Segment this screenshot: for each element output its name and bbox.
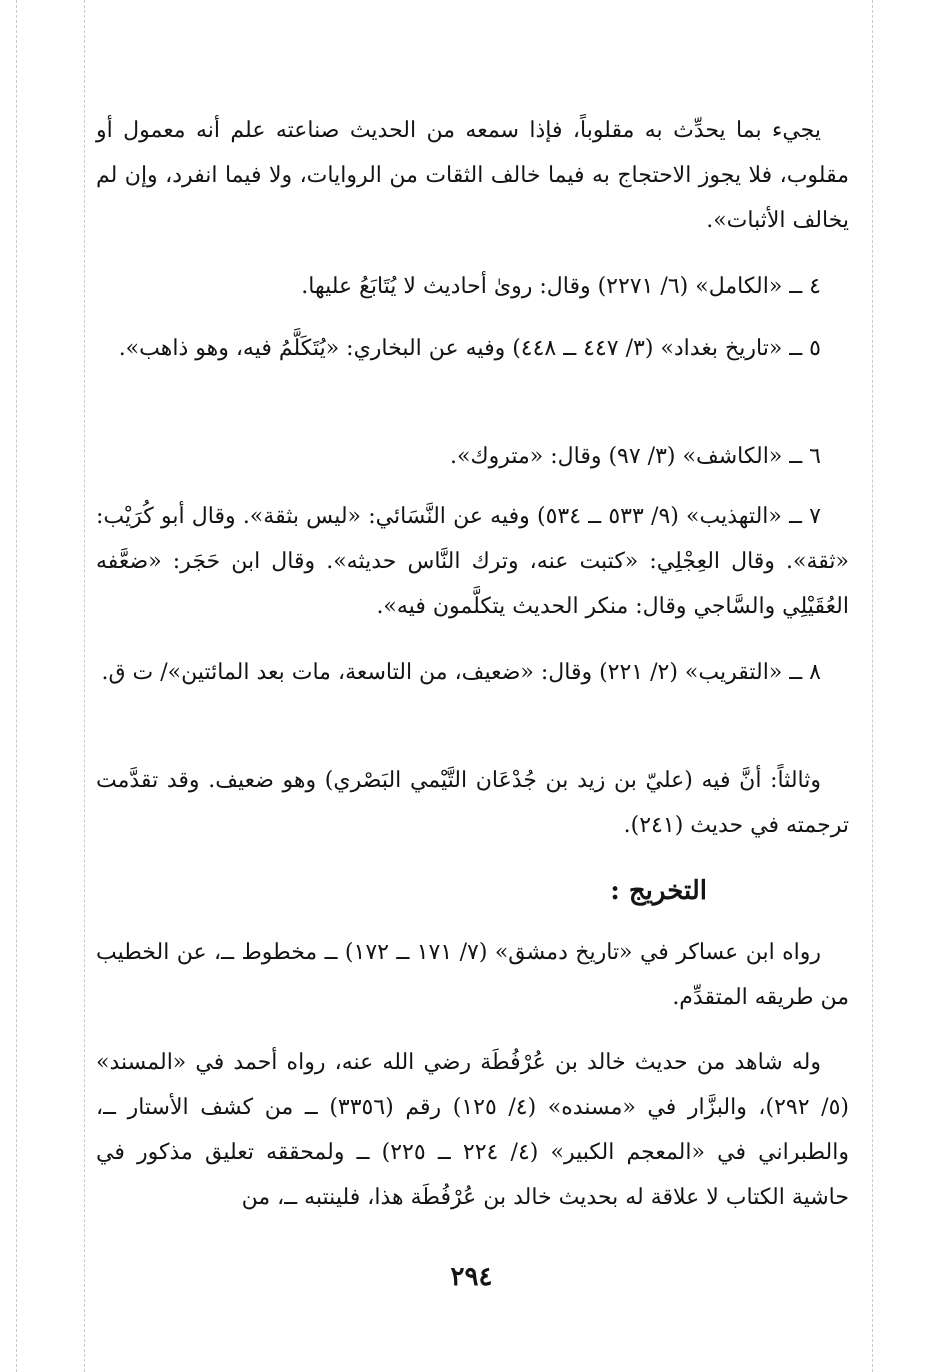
- paragraph-ref-6: ٦ ــ «الكاشف» (٣/ ٩٧) وقال: «متروك».: [450, 444, 821, 469]
- paragraph-witness: وله شاهد من حديث خالد بن عُرْفُطَة رضي الله عنه، رواه أحمد في «المسند» (٥/ ٢٩٢)، والبزَّار في «مسنده» (٤/ ١٢٥) رقم (٣٣٥٦) ــ من كشف الأستار ــ، والطبراني في «المعجم الكبير» (٤/ ٢٢٤ ــ ٢٢٥) ــ ولمحققه تعليق مذكور في حاشية الكتاب لا علاقة له بحديث خالد بن عُرْفُطَة هذا، فلينتبه ــ، من: [96, 1050, 849, 1210]
- section-heading-takhrij: التخريج :: [610, 876, 707, 906]
- paragraph-third-point: وثالثاً: أنَّ فيه (عليّ بن زيد بن جُدْعَان التَّيْمي البَصْري) وهو ضعيف. وقد تقدَّمت ترجمته في حديث (٢٤١).: [96, 768, 849, 838]
- page-guide-line: [872, 0, 873, 1372]
- paragraph-continued-quote: يجيء بما يحدِّث به مقلوباً، فإذا سمعه من الحديث صناعته علم أنه معمول أو مقلوب، فلا يجوز الاحتجاج به فيما خالف الثقات من الروايات، ولا فيما انفرد، وإن لم يخالف الأثبات».: [96, 118, 849, 233]
- paragraph-ref-7: ٧ ــ «التهذيب» (٩/ ٥٣٣ ــ ٥٣٤) وفيه عن النَّسَائي: «ليس بثقة». وقال أبو كُرَيْب: «ثقة». وقال العِجْلِي: «كتبت عنه، وترك النَّاس حديثه». وقال ابن حَجَر: «ضعَّفه العُقَيْلِي والسَّاجي وقال: منكر الحديث يتكلَّمون فيه».: [96, 504, 849, 619]
- paragraph-takhrij: رواه ابن عساكر في «تاريخ دمشق» (٧/ ١٧١ ــ ١٧٢) ــ مخطوط ــ، عن الخطيب من طريقه المتقدِّم.: [96, 940, 849, 1010]
- page-number: ٢٩٤: [450, 1262, 493, 1292]
- paragraph-ref-4: ٤ ــ «الكامل» (٦/ ٢٢٧١) وقال: روىٰ أحاديث لا يُتَابَعُ عليها.: [301, 274, 821, 299]
- paragraph-ref-8: ٨ ــ «التقريب» (٢/ ٢٢١) وقال: «ضعيف، من التاسعة، مات بعد المائتين»/ ت ق.: [101, 660, 821, 685]
- page-guide-line: [16, 0, 17, 1372]
- paragraph-ref-5: ٥ ــ «تاريخ بغداد» (٣/ ٤٤٧ ــ ٤٤٨) وفيه عن البخاري: «يُتَكَلَّمُ فيه، وهو ذاهب».: [118, 336, 821, 361]
- page-guide-line: [84, 0, 85, 1372]
